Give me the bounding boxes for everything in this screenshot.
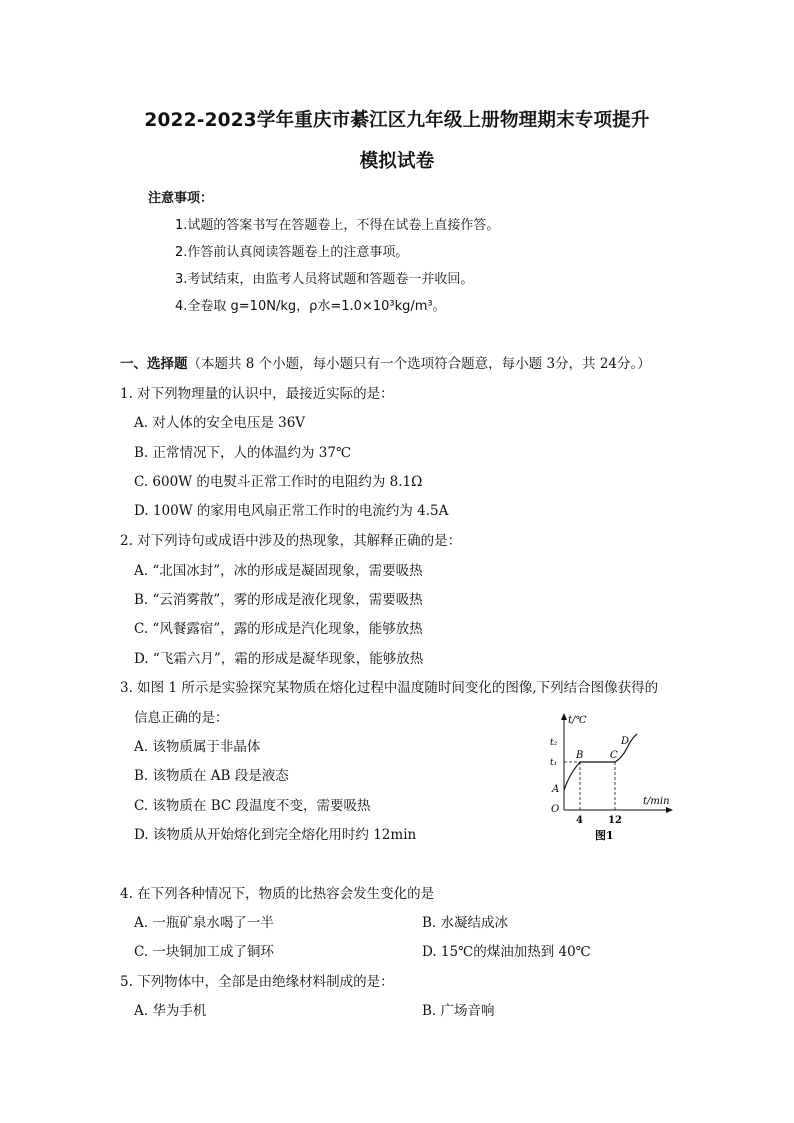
notes-heading: 注意事项： xyxy=(148,191,214,206)
question-option: A. 对人体的安全电压是 36V xyxy=(134,415,306,431)
question-option: B. “云消雾散”，雾的形成是液化现象，需要吸热 xyxy=(134,592,423,608)
melting-curve-graph xyxy=(540,708,680,843)
section-description: （本题共 8 个小题，每小题只有一个选项符合题意，每小题 3分，共 24分。） xyxy=(187,356,651,372)
point-a-label: A xyxy=(552,784,560,795)
x-axis-label: t/min xyxy=(643,796,670,807)
note-item: 4.全卷取 g=10N/kg，ρ水=1.0×10³kg/m³。 xyxy=(175,299,446,314)
point-c-label: C xyxy=(610,750,618,761)
question-option: B. 水凝结成冰 xyxy=(422,915,509,931)
section-heading xyxy=(120,352,651,372)
question-option: C. “风餐露宿”，露的形成是汽化现象，能够放热 xyxy=(134,621,423,637)
note-item: 1.试题的答案书写在答题卷上，不得在试卷上直接作答。 xyxy=(175,218,500,233)
question-option: A. 一瓶矿泉水喝了一半 xyxy=(134,915,274,931)
question-option: B. 正常情况下，人的体温约为 37℃ xyxy=(134,445,352,461)
y-axis-arrow-icon xyxy=(561,713,567,720)
exam-title-line1: 2022-2023学年重庆市綦江区九年级上册物理期末专项提升 xyxy=(144,110,650,131)
question-stem-continued: 信息正确的是： xyxy=(134,710,229,726)
question-stem: 5. 下列物体中，全部是由绝缘材料制成的是： xyxy=(120,974,394,990)
question-option: A. 华为手机 xyxy=(134,1003,207,1019)
x-tick-12: 12 xyxy=(608,815,622,826)
question-option: C. 该物质在 BC 段温度不变，需要吸热 xyxy=(134,798,371,814)
t1-label: t₁ xyxy=(550,758,558,768)
question-stem: 4. 在下列各种情况下，物质的比热容会发生变化的是 xyxy=(120,886,435,902)
question-option: D. “飞霜六月”，霜的形成是凝华现象，能够放热 xyxy=(134,651,424,667)
question-stem: 3. 如图 1 所示是实验探究某物质在熔化过程中温度随时间变化的图像,下列结合图像获得的 xyxy=(120,680,659,696)
y-axis-label: t/℃ xyxy=(568,715,587,726)
question-option: D. 该物质从开始熔化到完全熔化用时约 12min xyxy=(134,827,417,843)
exam-title-line2: 模拟试卷 xyxy=(359,151,435,172)
point-d-label: D xyxy=(621,736,630,747)
question-option: B. 该物质在 AB 段是液态 xyxy=(134,768,289,784)
point-b-label: B xyxy=(576,750,584,761)
question-option: A. 该物质属于非晶体 xyxy=(134,739,261,755)
note-item: 3.考试结束，由监考人员将试题和答题卷一并收回。 xyxy=(175,272,474,287)
question-stem: 1. 对下列物理量的认识中，最接近实际的是： xyxy=(120,386,394,402)
x-tick-4: 4 xyxy=(576,815,583,826)
t2-label: t₂ xyxy=(550,738,558,748)
question-option: A. “北国冰封”，冰的形成是凝固现象，需要吸热 xyxy=(134,563,423,579)
question-stem: 2. 对下列诗句或成语中涉及的热现象，其解释正确的是： xyxy=(120,533,462,549)
melting-curve-figure xyxy=(540,708,680,843)
question-option: C. 600W 的电熨斗正常工作时的电阻约为 8.1Ω xyxy=(134,474,423,490)
question-option: B. 广场音响 xyxy=(422,1003,495,1019)
question-option: C. 一块铜加工成了铜环 xyxy=(134,944,274,960)
question-option: D. 100W 的家用电风扇正常工作时的电流约为 4.5A xyxy=(134,503,449,519)
section-label: 一、选择题 xyxy=(120,356,188,372)
figure-caption: 图1 xyxy=(595,829,614,842)
note-item: 2.作答前认真阅读答题卷上的注意事项。 xyxy=(175,245,409,260)
x-axis-arrow-icon xyxy=(666,807,673,813)
question-option: D. 15℃的煤油加热到 40℃ xyxy=(422,944,591,960)
origin-label: O xyxy=(551,804,560,815)
